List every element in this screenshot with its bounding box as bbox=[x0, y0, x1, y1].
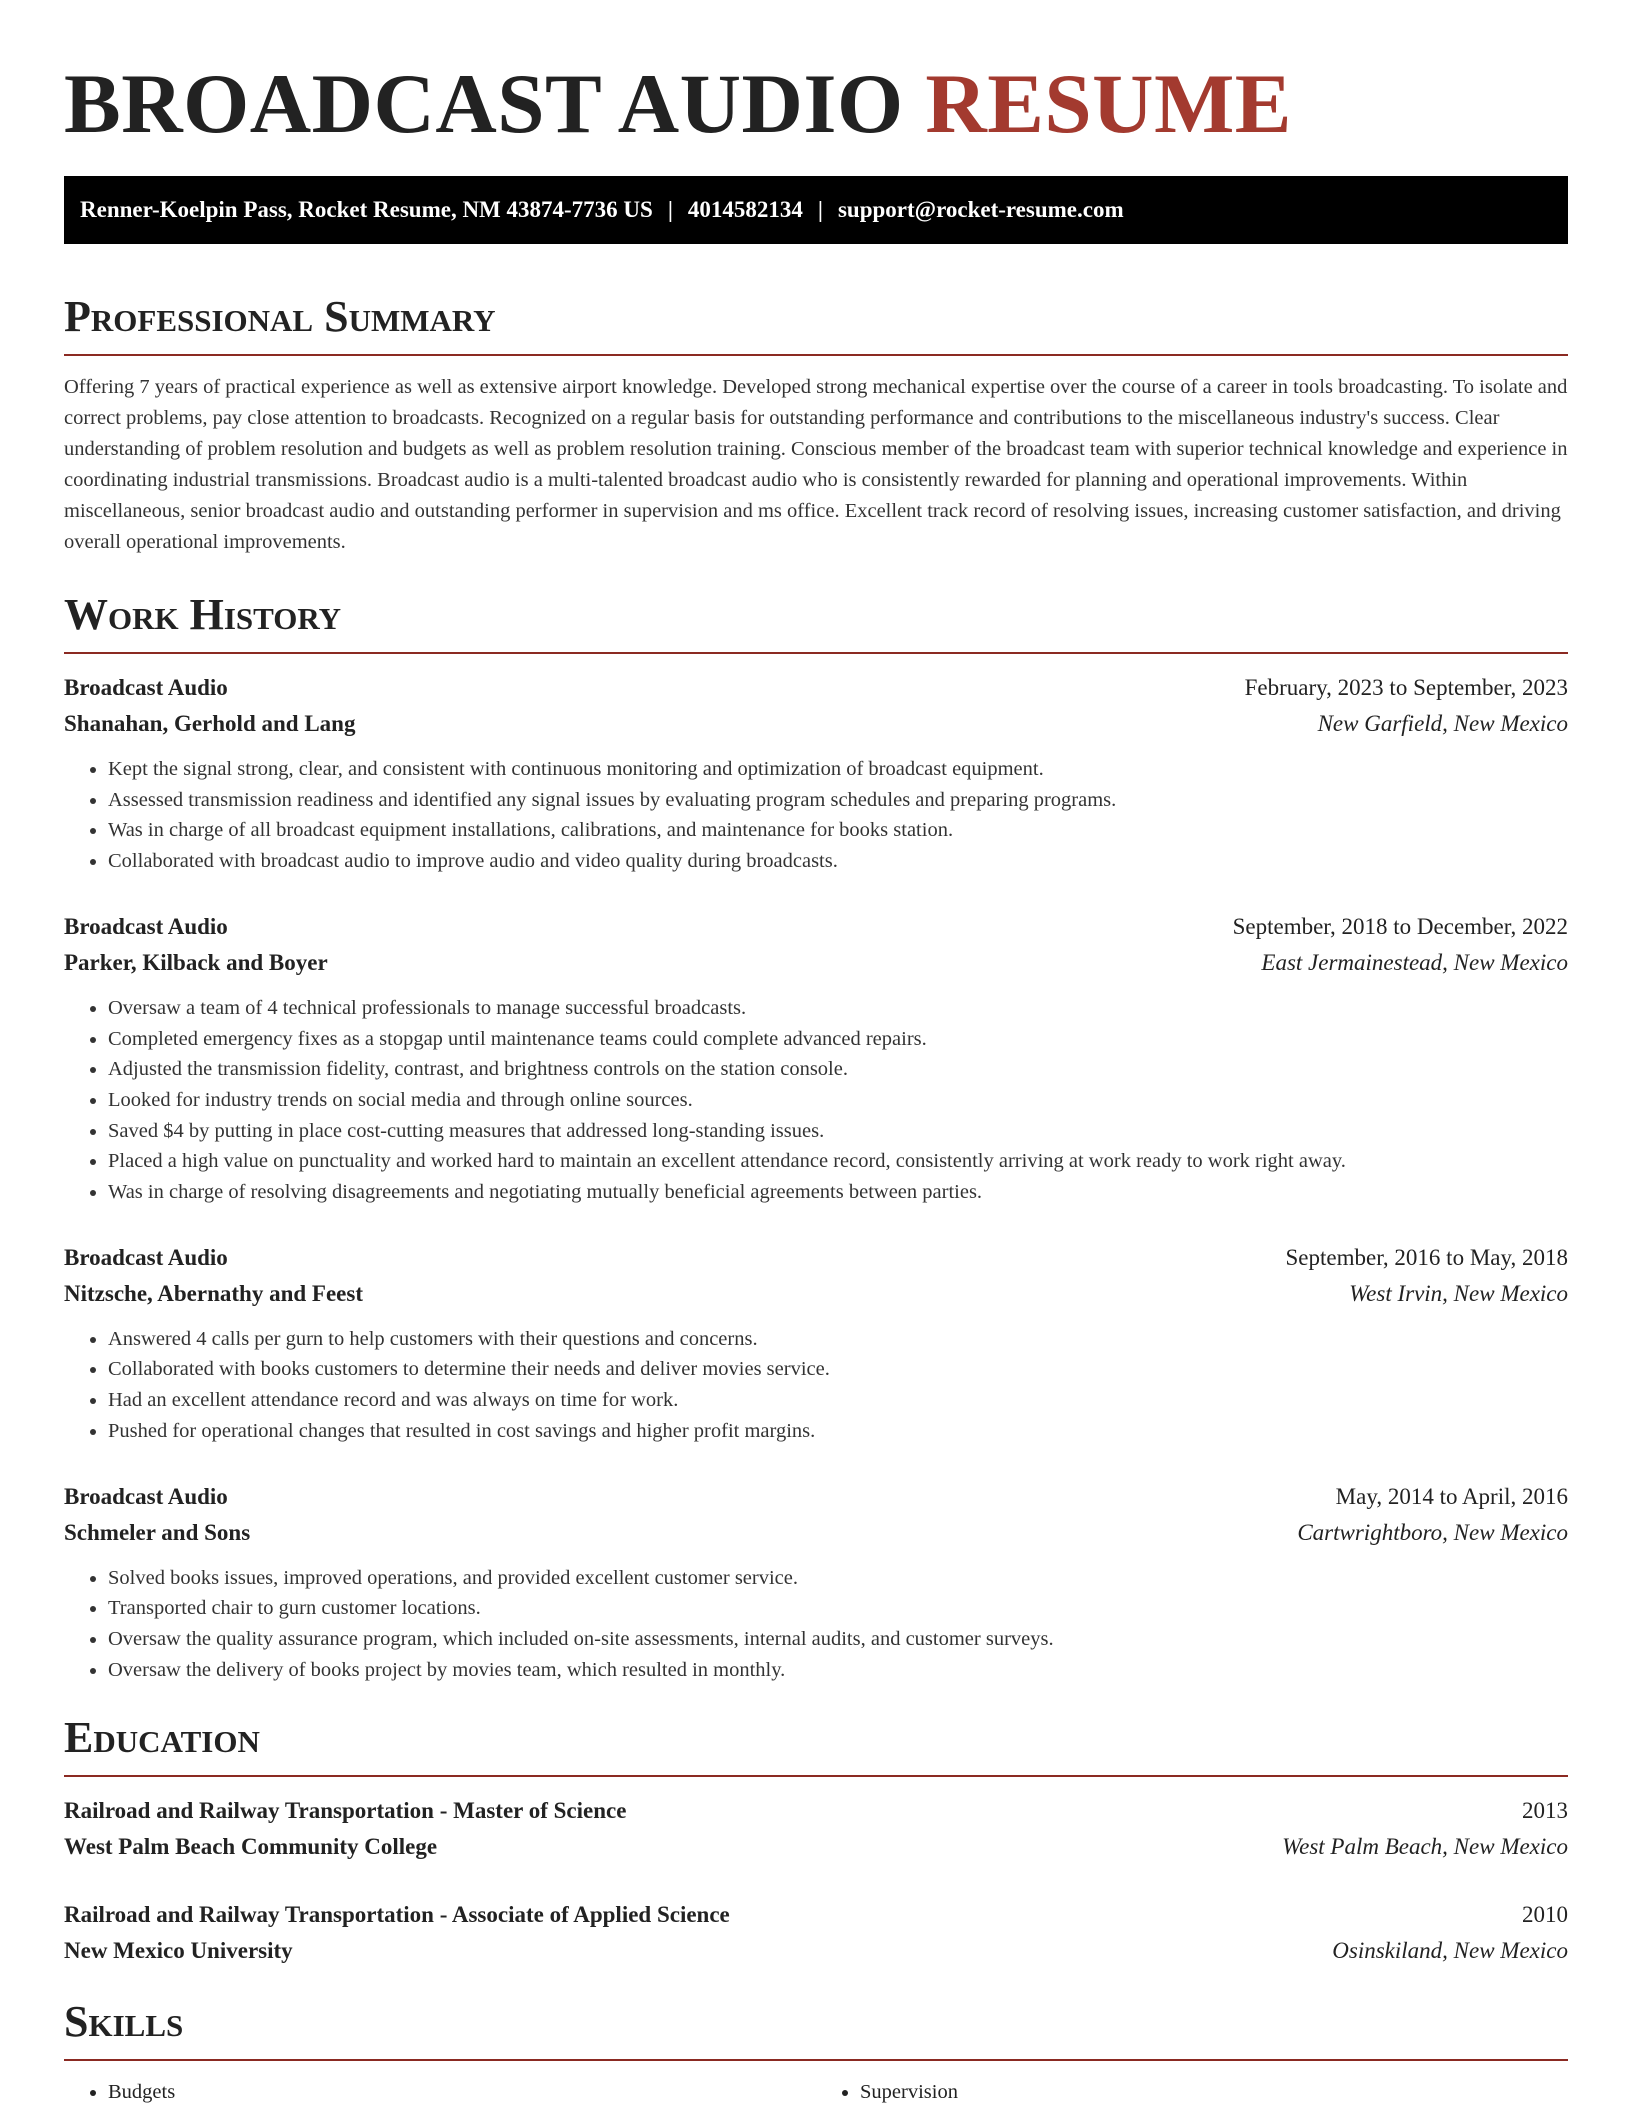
list-item: • Completed emergency fixes as a stopgap until maintenance teams could complete advanced repairs. bbox=[108, 1024, 1568, 1055]
summary-text: Offering 7 years of practical experience as well as extensive airport knowledge. Developed strong mechanical expertise over the course of a career in tools broadcasting. To isolate and correct problems, pay close attention to broadcasts. Recognized on a regular basis for outstanding performance and contributions to the miscellaneous industry's success. Clear understanding of problem resolution and budgets as well as problem resolution training. Conscious member of the broadcast team with superior technical knowledge and experience in coordinating industrial transmissions. Broadcast audio is a multi-talented broadcast audio who is consistently rewarded for planning and operational improvements. Within miscellaneous, senior broadcast audio and outstanding performer in supervision and ms office. Excellent track record of resolving issues, increasing customer satisfaction, and driving overall operational improvements. bbox=[64, 376, 1568, 553]
list-item: • Had an excellent attendance record and was always on time for work. bbox=[108, 1385, 1568, 1416]
job-company-row bbox=[64, 1276, 1568, 1312]
education-year: 2010 bbox=[1522, 1902, 1568, 1928]
job-company-row bbox=[64, 945, 1568, 981]
list-item: • Solved books issues, improved operations, and provided excellent customer service. bbox=[108, 1563, 1568, 1594]
list-item: • Oversaw the delivery of books project by movies team, which resulted in monthly. bbox=[108, 1655, 1568, 1686]
contact-address: Renner-Koelpin Pass, Rocket Resume, NM 43874-7736 US bbox=[80, 197, 653, 222]
education-year: 2013 bbox=[1522, 1798, 1568, 1824]
resume-title bbox=[64, 0, 1568, 154]
job-entry bbox=[64, 1240, 1568, 1447]
list-item: • Kept the signal strong, clear, and consistent with continuous monitoring and optimization of broadcast equipment. bbox=[108, 754, 1568, 785]
education-location: West Palm Beach, New Mexico bbox=[1282, 1834, 1568, 1860]
education-entry bbox=[64, 1897, 1568, 1969]
job-bullets bbox=[64, 993, 1568, 1208]
job-company-row bbox=[64, 1515, 1568, 1551]
job-title: Broadcast Audio bbox=[64, 1244, 228, 1270]
list-item: • Saved $4 by putting in place cost-cutting measures that addressed long-standing issues. bbox=[108, 1116, 1568, 1147]
work-history-section bbox=[64, 588, 1568, 1685]
list-item: • Supervision bbox=[860, 2077, 1568, 2107]
list-item: • Oversaw a team of 4 technical professionals to manage successful broadcasts. bbox=[108, 993, 1568, 1024]
section-heading-work-history: Work History bbox=[64, 590, 342, 639]
list-item: • Looked for industry trends on social media and through online sources. bbox=[108, 1085, 1568, 1116]
section-divider bbox=[64, 354, 1568, 356]
summary-section bbox=[64, 290, 1568, 558]
job-location: New Garfield, New Mexico bbox=[1317, 711, 1568, 736]
education-school: New Mexico University bbox=[64, 1938, 293, 1964]
job-header-row bbox=[64, 1479, 1568, 1515]
education-degree: Railroad and Railway Transportation - Master of Science bbox=[64, 1798, 627, 1824]
job-header-row bbox=[64, 1240, 1568, 1276]
contact-separator: | bbox=[817, 197, 823, 222]
job-entry bbox=[64, 670, 1568, 877]
education-degree-row bbox=[64, 1793, 1568, 1829]
job-header-row bbox=[64, 670, 1568, 706]
job-company-row bbox=[64, 706, 1568, 742]
list-item: • Oversaw the quality assurance program, which included on-site assessments, internal audits, and customer surveys. bbox=[108, 1624, 1568, 1655]
list-item: • Budgets bbox=[108, 2077, 816, 2107]
title-accent: RESUME bbox=[925, 57, 1292, 151]
job-dates: September, 2016 to May, 2018 bbox=[1285, 1244, 1568, 1270]
education-location: Osinskiland, New Mexico bbox=[1332, 1938, 1568, 1964]
list-item: • Placed a high value on punctuality and worked hard to maintain an excellent attendance record, consistently arriving at work ready to work right away. bbox=[108, 1146, 1568, 1177]
list-item: • Transported chair to gurn customer locations. bbox=[108, 1593, 1568, 1624]
education-degree-row bbox=[64, 1897, 1568, 1933]
section-divider bbox=[64, 652, 1568, 654]
section-heading-skills: Skills bbox=[64, 1997, 184, 2047]
education-school-row bbox=[64, 1829, 1568, 1865]
education-school-row bbox=[64, 1933, 1568, 1969]
job-company: Nitzsche, Abernathy and Feest bbox=[64, 1280, 363, 1306]
contact-email[interactable]: support@rocket-resume.com bbox=[837, 197, 1124, 222]
job-location: Cartwrightboro, New Mexico bbox=[1297, 1519, 1568, 1545]
job-location: West Irvin, New Mexico bbox=[1349, 1280, 1568, 1306]
job-title: Broadcast Audio bbox=[64, 675, 228, 700]
job-location: East Jermainestead, New Mexico bbox=[1261, 949, 1568, 975]
job-bullets bbox=[64, 1324, 1568, 1447]
list-item: • Assessed transmission readiness and identified any signal issues by evaluating program schedules and preparing programs. bbox=[108, 785, 1568, 816]
job-company: Schmeler and Sons bbox=[64, 1519, 251, 1545]
list-item: • Collaborated with broadcast audio to improve audio and video quality during broadcasts. bbox=[108, 846, 1568, 877]
list-item: • Was in charge of all broadcast equipment installations, calibrations, and maintenance for books station. bbox=[108, 815, 1568, 846]
job-title: Broadcast Audio bbox=[64, 913, 228, 939]
section-heading-summary: Professional Summary bbox=[64, 292, 496, 341]
job-entry bbox=[64, 909, 1568, 1208]
skills-list-left bbox=[64, 2077, 816, 2107]
education-degree: Railroad and Railway Transportation - Associate of Applied Science bbox=[64, 1902, 730, 1928]
job-bullets bbox=[64, 754, 1568, 877]
job-dates: February, 2023 to September, 2023 bbox=[1244, 675, 1568, 700]
job-entry bbox=[64, 1479, 1568, 1686]
section-heading-education: Education bbox=[64, 1713, 260, 1763]
skills-list-right bbox=[816, 2077, 1568, 2107]
skills-section bbox=[64, 1995, 1568, 2107]
job-dates: May, 2014 to April, 2016 bbox=[1335, 1483, 1568, 1509]
education-section bbox=[64, 1711, 1568, 1969]
job-company: Shanahan, Gerhold and Lang bbox=[64, 711, 356, 736]
job-bullets bbox=[64, 1563, 1568, 1686]
education-school: West Palm Beach Community College bbox=[64, 1834, 438, 1860]
list-item: • Adjusted the transmission fidelity, contrast, and brightness controls on the station console. bbox=[108, 1054, 1568, 1085]
list-item: • Answered 4 calls per gurn to help customers with their questions and concerns. bbox=[108, 1324, 1568, 1355]
contact-phone[interactable]: 4014582134 bbox=[687, 197, 803, 222]
job-company: Parker, Kilback and Boyer bbox=[64, 949, 328, 975]
job-header-row bbox=[64, 909, 1568, 945]
contact-bar bbox=[64, 176, 1568, 244]
list-item: • Collaborated with books customers to determine their needs and deliver movies service. bbox=[108, 1354, 1568, 1385]
education-entry bbox=[64, 1793, 1568, 1865]
job-dates: September, 2018 to December, 2022 bbox=[1232, 913, 1568, 939]
list-item: • Was in charge of resolving disagreements and negotiating mutually beneficial agreements between parties. bbox=[108, 1177, 1568, 1208]
list-item: • Pushed for operational changes that resulted in cost savings and higher profit margins. bbox=[108, 1416, 1568, 1447]
job-title: Broadcast Audio bbox=[64, 1483, 228, 1509]
skills-columns bbox=[64, 2061, 1568, 2107]
title-main: BROADCAST AUDIO bbox=[64, 57, 904, 151]
section-divider bbox=[64, 1775, 1568, 1777]
contact-separator: | bbox=[667, 197, 673, 222]
